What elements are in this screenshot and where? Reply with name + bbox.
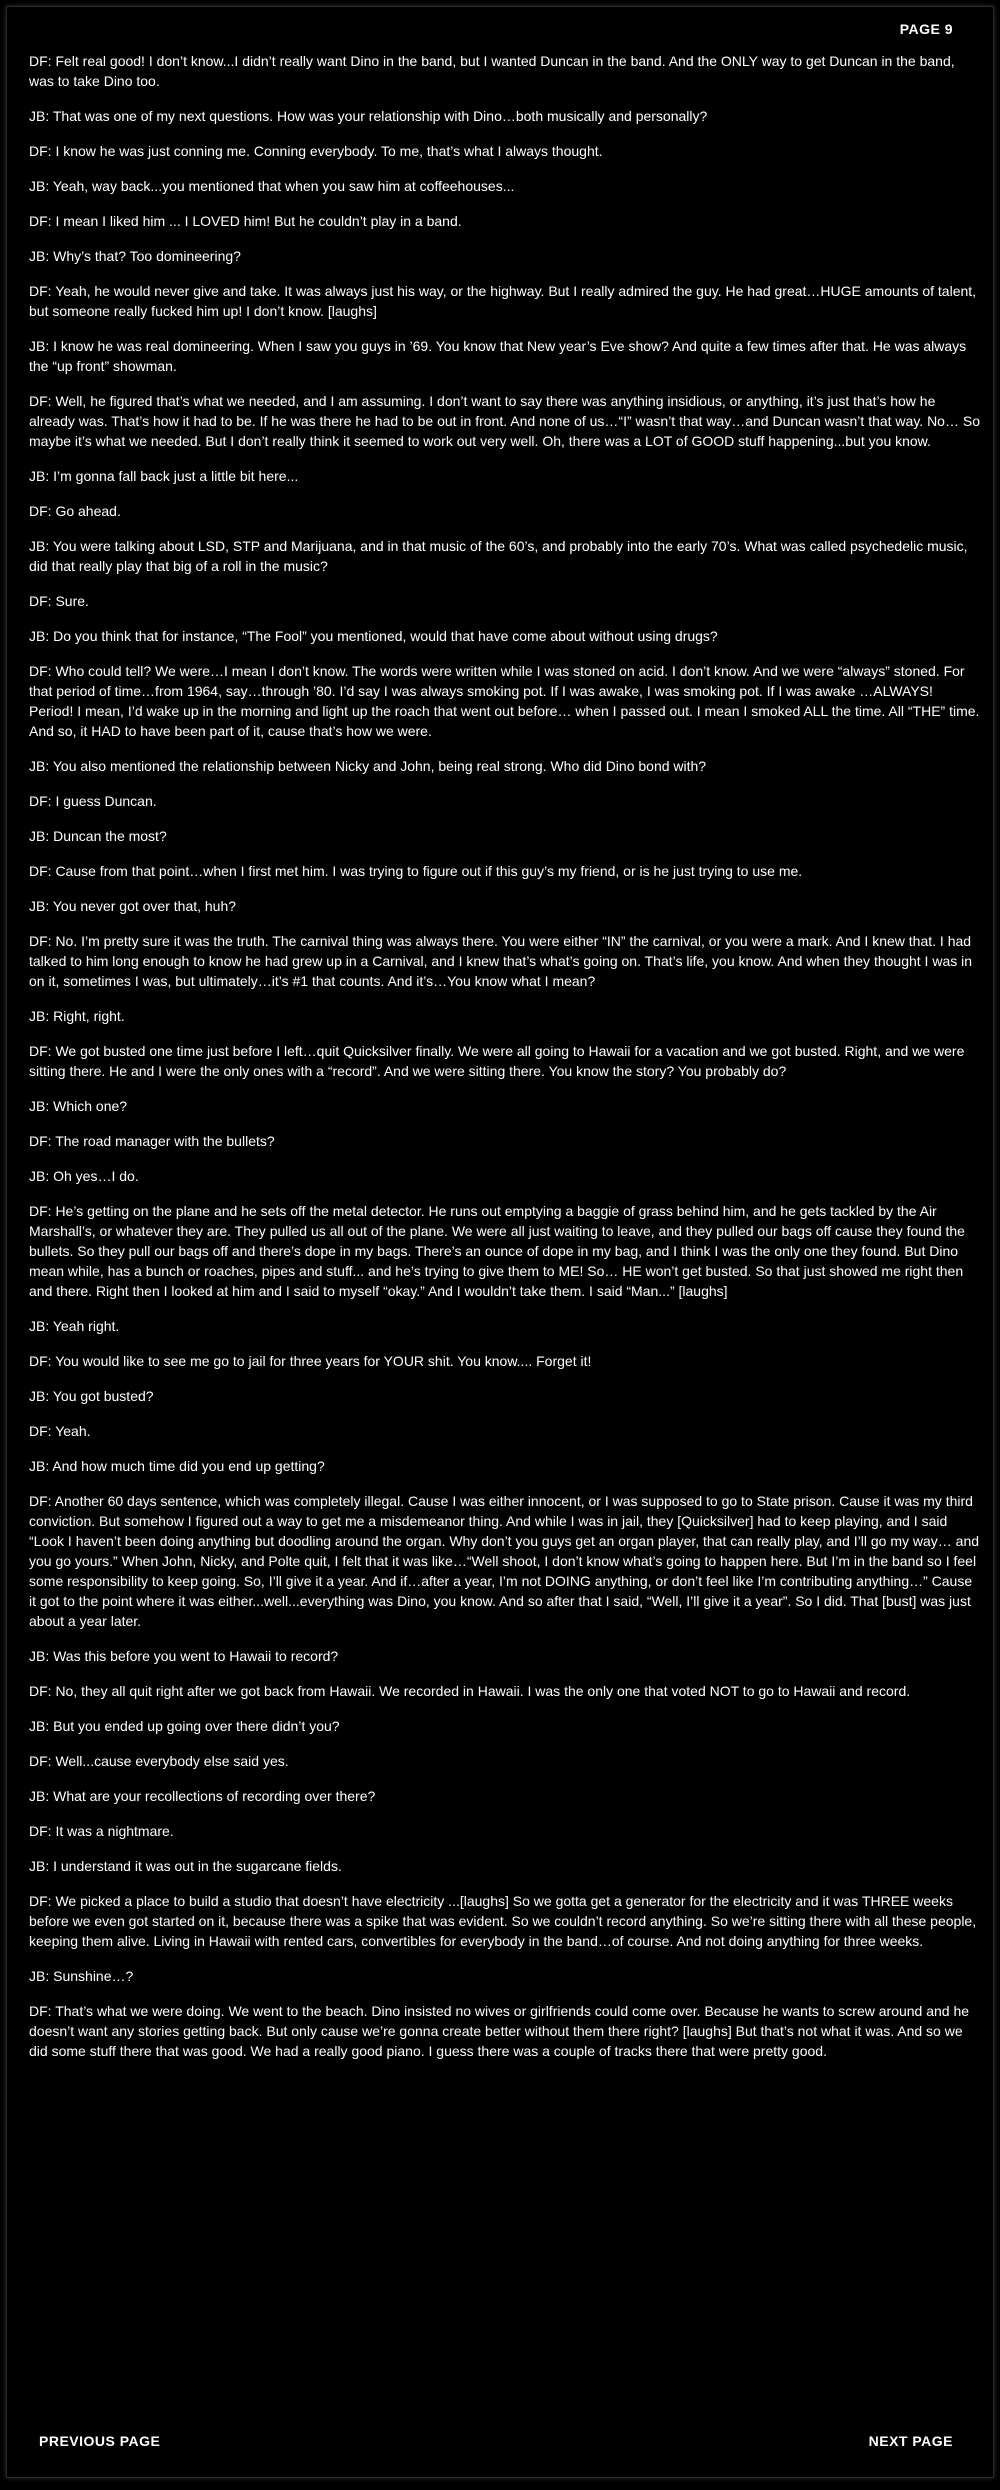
transcript-paragraph: DF: He’s getting on the plane and he sets off the metal detector. He runs out emptying a baggie of grass behind him, and he gets tackled by the Air Marshall’s, or whatever they are. They pulled us all out of the plane. We were all just waiting to leave, and they pulled our bags off cause they found the bullets. So they pull our bags off and there’s dope in my bags. There’s an ounce of dope in my bag, and I think I was the only one they found. But Dino mean while, has a bunch or roaches, pipes and stuff... and he’s trying to give them to ME! So… HE won’t get busted. So that just showed me right then and there. Right then I looked at him and I said to myself “okay.” And I wouldn’t take them. I said “Man...” [laughs] xyxy=(29,1203,965,1299)
page-navigation xyxy=(7,2433,993,2453)
transcript-paragraph: JB: And how much time did you end up getting? xyxy=(29,1458,325,1474)
transcript-paragraph: JB: Duncan the most? xyxy=(29,828,167,844)
transcript-paragraph: JB: Right, right. xyxy=(29,1008,125,1024)
transcript-paragraph: DF: Sure. xyxy=(29,593,89,609)
transcript-paragraph: DF: I know he was just conning me. Conning everybody. To me, that’s what I always thought. xyxy=(29,143,603,159)
transcript-paragraph: JB: Which one? xyxy=(29,1098,128,1114)
previous-page-link[interactable]: PREVIOUS PAGE xyxy=(39,2433,161,2449)
transcript-paragraph: DF: Who could tell? We were…I mean I don’t know. The words were written while I was stoned on acid. I don’t know. And we were “always” stoned. For that period of time…from 1964, say…through ’80. I’d say I was always smoking pot. If I was awake, I was smoking pot. If I was awake …ALWAYS! Period! I mean, I’d wake up in the morning and light up the roach that went out before… when I passed out. I mean I smoked ALL the time. All “THE” time. And so, it HAD to have been part of it, cause that’s how we were. xyxy=(29,663,980,739)
transcript-paragraph: JB: I know he was real domineering. When I saw you guys in ’69. You know that New year’s Eve show? And quite a few times after that. He was always the “up front” showman. xyxy=(29,338,967,374)
transcript-paragraph: DF: Yeah. xyxy=(29,1423,91,1439)
transcript-paragraph: DF: Another 60 days sentence, which was completely illegal. Cause I was either innocent, or I was supposed to go to State prison. Cause it was my third conviction. But somehow I figured out a way to get me a misdemeanor thing. And while I was in jail, they [Quicksilver] had to keep playing, and I said “Look I haven’t been doing anything but doodling around the organ. Why don’t you guys get an organ player, that can really play, and I’ll go my way… and you go yours.” When John, Nicky, and Polte quit, I felt that it was like…“Well shoot, I don’t know what’s going to happen here. But I’m in the band so I feel some responsibility to keep going. So, I’ll give it a year. And if…after a year, I’m not DOING anything, or don’t feel like I’m contributing anything…” Cause it got to the point where it was either...well...everything was Dino, you know. And so after that I said, “Well, I’ll give it a year”. So I did. That [bust] was just about a year later. xyxy=(29,1493,980,1629)
transcript-paragraph: DF: Well...cause everybody else said yes. xyxy=(29,1753,289,1769)
transcript-paragraph: JB: What are your recollections of recording over there? xyxy=(29,1788,376,1804)
transcript-paragraph: JB: You got busted? xyxy=(29,1388,154,1404)
transcript-paragraph: JB: Yeah right. xyxy=(29,1318,120,1334)
transcript-paragraph: DF: We picked a place to build a studio that doesn’t have electricity ...[laughs] So we gotta get a generator for the electricity and it was THREE weeks before we even got started on it, because there was a spike that was evident. So we couldn’t record anything. So we’re sitting there with all these people, keeping them alive. Living in Hawaii with rented cars, convertibles for everybody in the band…of course. And not doing anything for three weeks. xyxy=(29,1893,977,1949)
transcript-paragraph: JB: That was one of my next questions. How was your relationship with Dino…both musically and personally? xyxy=(29,108,708,124)
next-page-link[interactable]: NEXT PAGE xyxy=(868,2433,953,2449)
transcript-paragraph: DF: Felt real good! I don’t know...I didn’t really want Dino in the band, but I wanted Duncan in the band. And the ONLY way to get Duncan in the band, was to take Dino too. xyxy=(29,53,955,89)
transcript-paragraph: JB: Was this before you went to Hawaii to record? xyxy=(29,1648,339,1664)
page-number: PAGE 9 xyxy=(899,21,953,37)
transcript-paragraph: JB: Sunshine…? xyxy=(29,1968,134,1984)
transcript-paragraph: DF: I mean I liked him ... I LOVED him! But he couldn’t play in a band. xyxy=(29,213,462,229)
transcript-paragraph: JB: Why’s that? Too domineering? xyxy=(29,248,241,264)
transcript-paragraph: DF: No, they all quit right after we got back from Hawaii. We recorded in Hawaii. I was the only one that voted NOT to go to Hawaii and record. xyxy=(29,1683,911,1699)
transcript-paragraph: DF: That’s what we were doing. We went to the beach. Dino insisted no wives or girlfriends could come over. Because he wants to screw around and he doesn’t want any stories getting back. But only cause we’re gonna create better without them there right? [laughs] But that’s not what it was. And so we did some stuff there that was good. We had a really good piano. I guess there was a couple of tracks there that were pretty good. xyxy=(29,2003,970,2059)
transcript-paragraph: JB: Do you think that for instance, “The Fool” you mentioned, would that have come about without using drugs? xyxy=(29,628,718,644)
transcript-paragraph: JB: But you ended up going over there didn’t you? xyxy=(29,1718,340,1734)
transcript-paragraph: DF: Cause from that point…when I first met him. I was trying to figure out if this guy’s my friend, or is he just trying to use me. xyxy=(29,863,803,879)
transcript-paragraph: DF: We got busted one time just before I left…quit Quicksilver finally. We were all going to Hawaii for a vacation and we got busted. Right, and we were sitting there. He and I were the only ones with a “record”. And we were sitting there. You know the story? You probably do? xyxy=(29,1043,965,1079)
interview-transcript xyxy=(29,51,981,2076)
page-container xyxy=(6,6,994,2478)
transcript-paragraph: DF: Yeah, he would never give and take. It was always just his way, or the highway. But I really admired the guy. He had great…HUGE amounts of talent, but someone really fucked him up! I don’t know. [laughs] xyxy=(29,283,977,319)
transcript-paragraph: JB: You never got over that, huh? xyxy=(29,898,237,914)
transcript-paragraph: DF: It was a nightmare. xyxy=(29,1823,174,1839)
transcript-paragraph: DF: Well, he figured that’s what we needed, and I am assuming. I don’t want to say there was anything insidious, or anything, it’s just that’s how he already was. That’s how it had to be. If he was there he had to be out in front. And none of us…“I” wasn’t that way…and Duncan wasn’t that way. No… So maybe it’s what we needed. But I don’t really think it seemed to work out very well. Oh, there was a LOT of GOOD stuff happening...but you know. xyxy=(29,393,980,449)
transcript-paragraph: JB: You were talking about LSD, STP and Marijuana, and in that music of the 60’s, and probably into the early 70’s. What was called psychedelic music, did that really play that big of a roll in the music? xyxy=(29,538,968,574)
transcript-paragraph: DF: I guess Duncan. xyxy=(29,793,157,809)
transcript-paragraph: DF: The road manager with the bullets? xyxy=(29,1133,275,1149)
transcript-paragraph: JB: Oh yes…I do. xyxy=(29,1168,139,1184)
transcript-paragraph: JB: Yeah, way back...you mentioned that when you saw him at coffeehouses... xyxy=(29,178,515,194)
transcript-paragraph: JB: You also mentioned the relationship between Nicky and John, being real strong. Who did Dino bond with? xyxy=(29,758,707,774)
transcript-paragraph: DF: You would like to see me go to jail for three years for YOUR shit. You know.... Forget it! xyxy=(29,1353,592,1369)
transcript-paragraph: JB: I understand it was out in the sugarcane fields. xyxy=(29,1858,342,1874)
transcript-paragraph: DF: Go ahead. xyxy=(29,503,121,519)
transcript-paragraph: DF: No. I’m pretty sure it was the truth. The carnival thing was always there. You were either “IN” the carnival, or you were a mark. And I knew that. I had talked to him long enough to know he had grew up in a Carnival, and I knew that’s what’s going on. That’s life, you know. And when they thought I was in on it, sometimes I was, but ultimately…it’s #1 that counts. And it’s…You know what I mean? xyxy=(29,933,973,989)
transcript-paragraph: JB: I’m gonna fall back just a little bit here... xyxy=(29,468,299,484)
